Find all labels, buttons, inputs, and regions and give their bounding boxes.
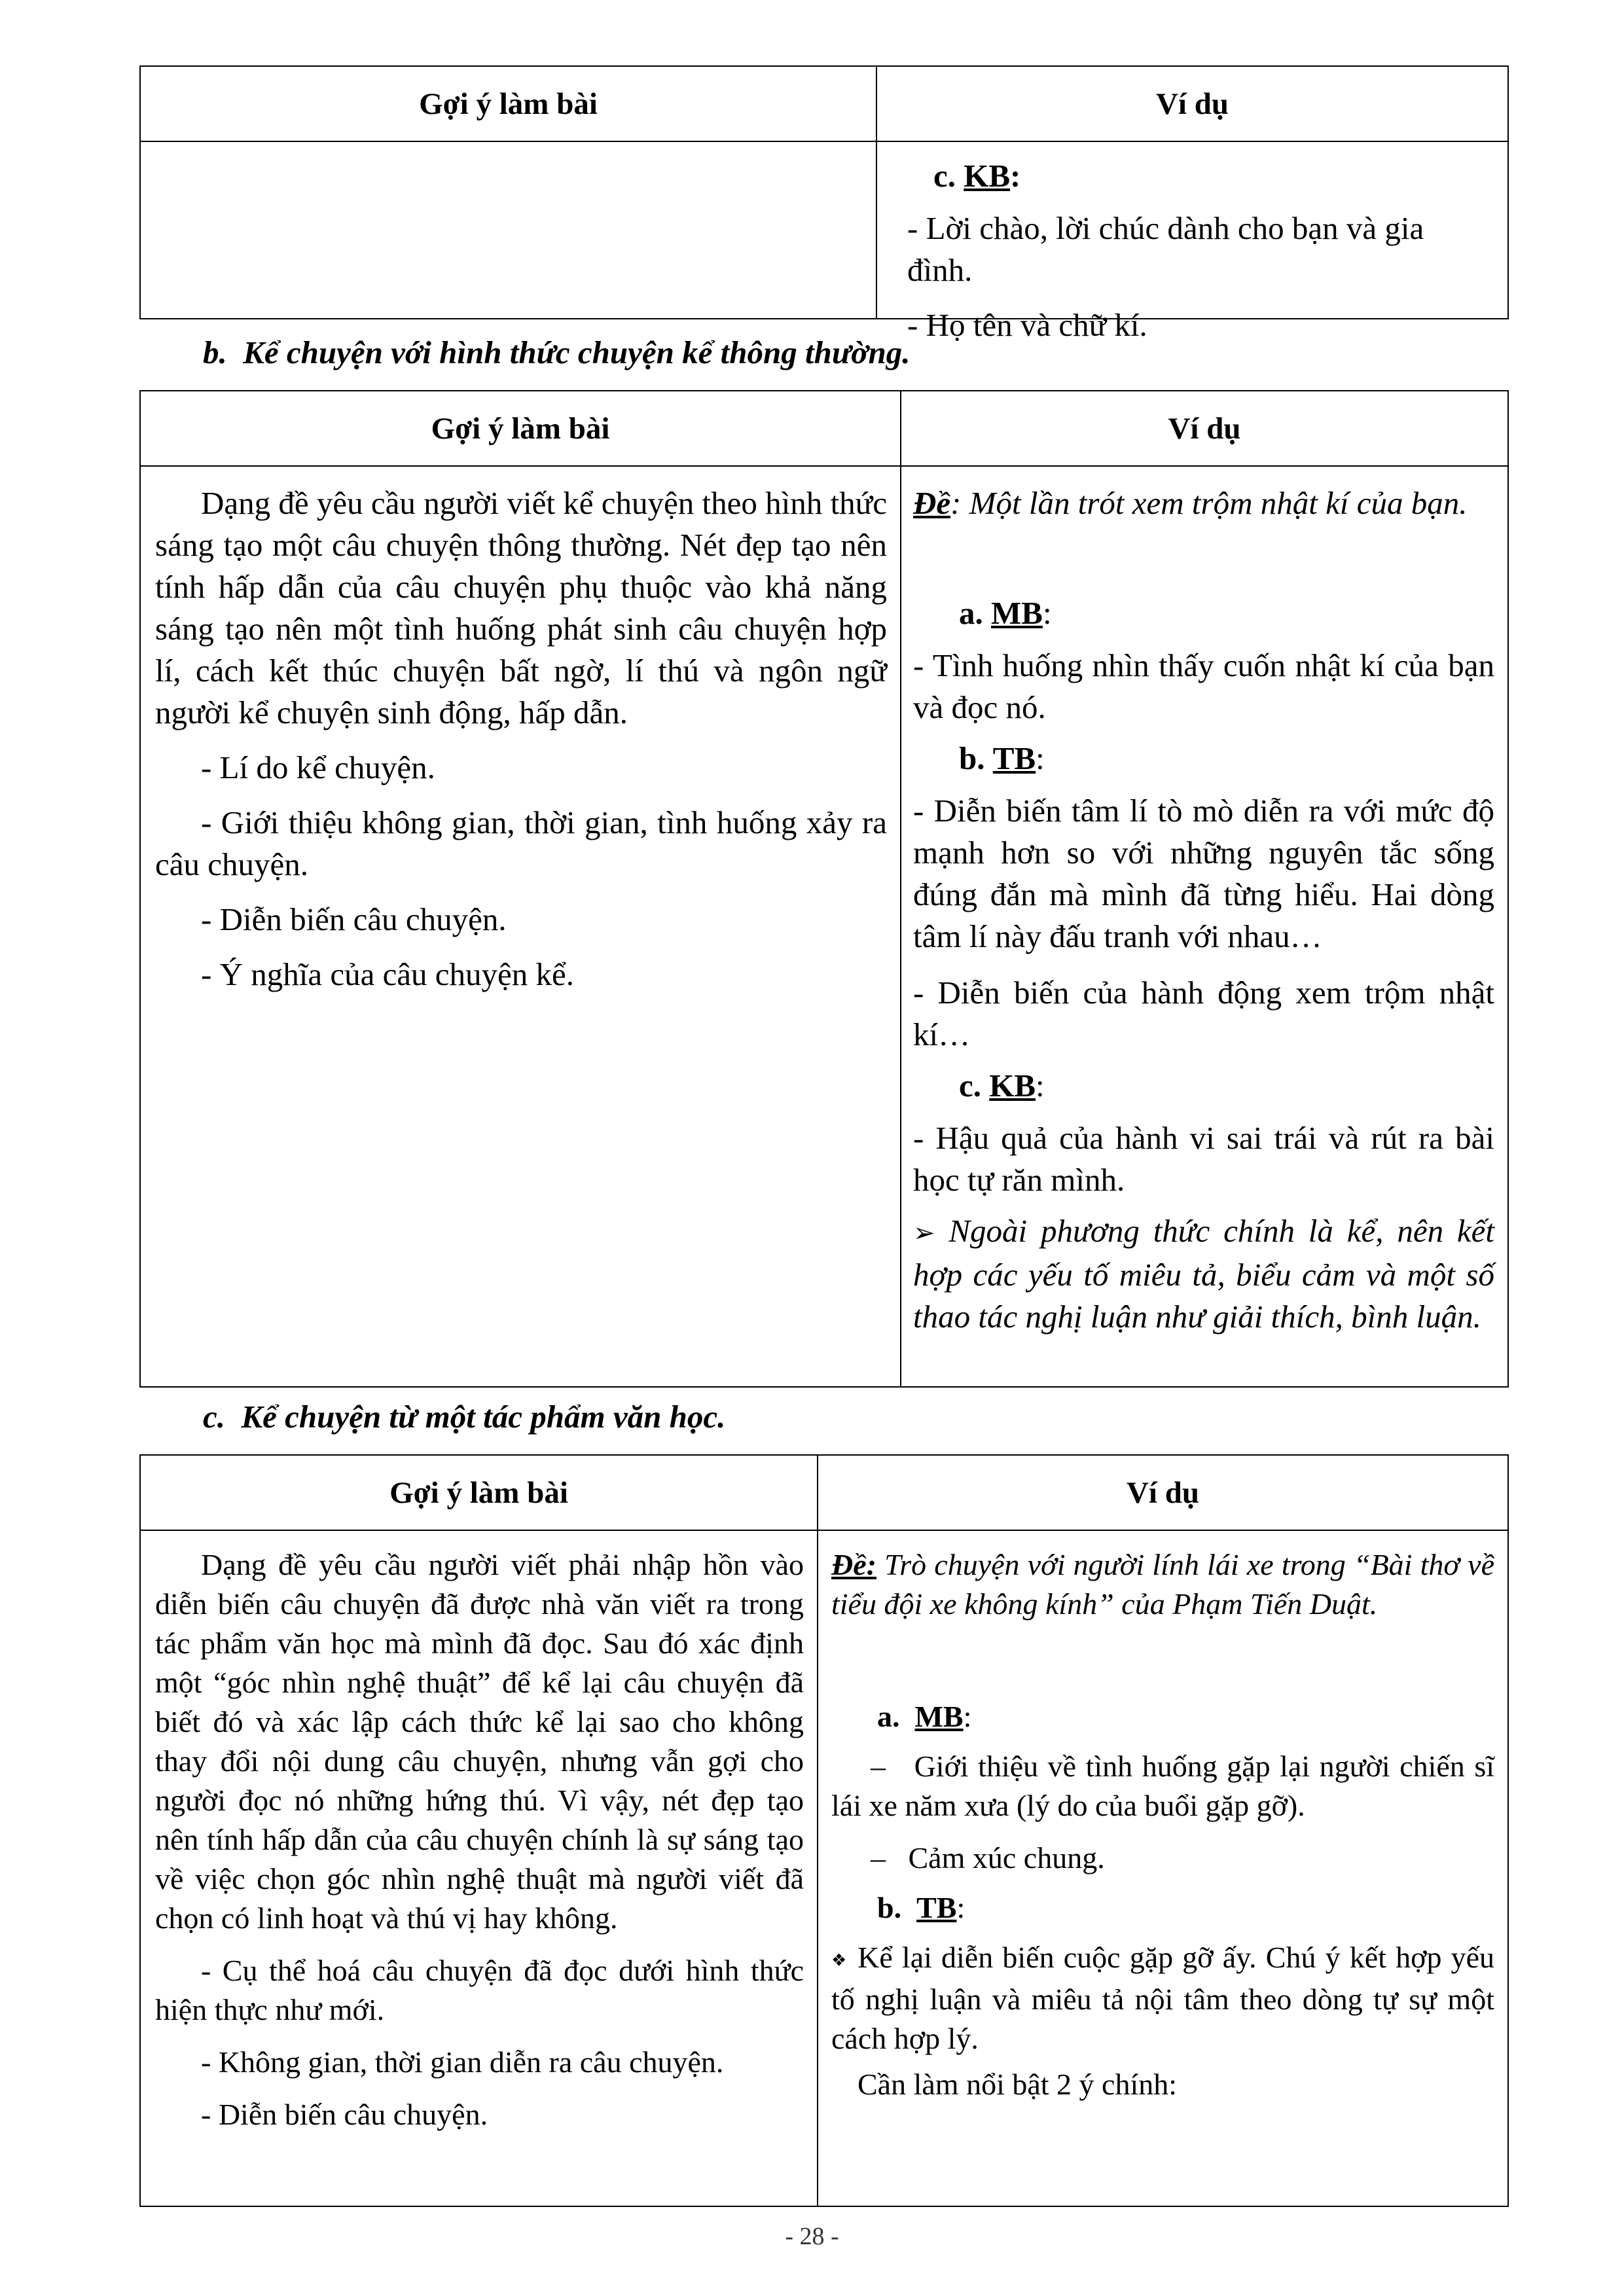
mb-item: - Tình huống nhìn thấy cuốn nhật kí của bạn và đọc nó. <box>913 647 1494 725</box>
guide-item: - Ý nghĩa của câu chuyện kể. <box>201 956 575 992</box>
kb-heading: c. KB: <box>959 1067 1045 1103</box>
kb-prefix: c. <box>933 158 956 194</box>
table-header <box>141 67 1507 142</box>
example-cell: c. KB: - Lời chào, lời chúc dành cho bạn và gia đình. - Họ tên và chữ kí. <box>877 142 1507 319</box>
guide-paragraph: Dạng đề yêu cầu người viết kể chuyện theo hình thức sáng tạo một câu chuyện thông thường. Nét đẹp tạo nên tính hấp dẫn của câu chuyện phụ thuộc vào khả năng sáng tạo nên một tình huống phát sinh câu chuyện hợp lí, cách kết thúc chuyện bất ngờ, lí thú và ngôn ngữ người kể chuyện sinh động, hấp dẫn. <box>155 485 887 730</box>
dash-bullet-icon: – <box>871 1749 886 1783</box>
header-example: Ví dụ <box>1155 86 1229 121</box>
tb-heading: b. TB: <box>959 740 1045 776</box>
kb-item: - Họ tên và chữ kí. <box>907 307 1147 343</box>
mb-item: – Cảm xúc chung. <box>871 1841 1105 1874</box>
header-example: Ví dụ <box>1168 411 1241 446</box>
diamond-bullet-icon: ❖ <box>831 1950 848 1971</box>
guide-item: - Lí do kể chuyện. <box>201 749 435 785</box>
dash-bullet-icon: – <box>871 1841 886 1874</box>
mb-item: – Giới thiệu về tình huống gặp lại người chiến sĩ lái xe năm xưa (lý do của buổi gặp gỡ). <box>831 1749 1495 1822</box>
header-guide: Gợi ý làm bài <box>141 1456 818 1530</box>
example-cell <box>901 467 1507 1387</box>
guide-item: - Diễn biến câu chuyện. <box>201 2098 488 2131</box>
guide-item: - Cụ thể hoá câu chuyện đã đọc dưới hình thức hiện thực như mới. <box>155 1954 804 2026</box>
example-cell <box>818 1531 1507 2206</box>
header-guide: Gợi ý làm bài <box>141 391 901 465</box>
table-2 <box>139 390 1509 1388</box>
tb-item: ❖ Kể lại diễn biến cuộc gặp gỡ ấy. Chú ý kết hợp yếu tố nghị luận và miêu tả nội tâm theo dòng tự sự một cách hợp lý. <box>831 1941 1495 2056</box>
table-header <box>141 1456 1507 1531</box>
kb-item: - Hậu quả của hành vi sai trái và rút ra bài học tự răn mình. <box>913 1120 1494 1198</box>
de-prompt: Đề: Một lần trót xem trộm nhật kí của bạn. <box>913 485 1468 521</box>
kb-item: - Lời chào, lời chúc dành cho bạn và gia đình. <box>907 210 1424 288</box>
tb-note: Cần làm nổi bật 2 ý chính: <box>857 2068 1178 2102</box>
arrow-bullet-icon: ➢ <box>913 1218 935 1248</box>
guide-item: - Không gian, thời gian diễn ra câu chuyện. <box>201 2045 724 2079</box>
kb-label: KB <box>964 158 1011 194</box>
guide-item: - Diễn biến câu chuyện. <box>201 901 507 937</box>
table-3 <box>139 1454 1509 2207</box>
tb-heading: b. TB: <box>877 1891 965 1924</box>
tb-item: - Diễn biến tâm lí tò mò diễn ra với mức độ mạnh hơn so với những nguyên tắc sống đúng đắn mà mình đã từng hiểu. Hai dòng tâm lí này đấu tranh với nhau… <box>913 793 1494 954</box>
header-example: Ví dụ <box>1126 1475 1200 1510</box>
header-guide: Gợi ý làm bài <box>141 67 877 141</box>
section-b-heading: b. Kể chuyện với hình thức chuyện kể thông thường. <box>203 334 911 370</box>
note: ➢ Ngoài phương thức chính là kể, nên kết hợp các yếu tố miêu tả, biểu cảm và một số thao tác nghị luận như giải thích, bình luận. <box>913 1213 1495 1335</box>
table-1 <box>139 65 1509 343</box>
mb-heading: a. MB: <box>959 595 1052 631</box>
table-header <box>141 391 1507 467</box>
guide-item: - Giới thiệu không gian, thời gian, tình huống xảy ra câu chuyện. <box>155 804 887 882</box>
guide-cell <box>141 1531 818 2206</box>
guide-cell <box>141 142 877 319</box>
tb-item: - Diễn biến của hành động xem trộm nhật kí… <box>913 975 1494 1052</box>
de-prompt: Đề: Trò chuyện với người lính lái xe trong “Bài thơ về tiểu đội xe không kính” của Phạm Tiến Duật. <box>831 1548 1494 1621</box>
guide-paragraph: Dạng đề yêu cầu người viết phải nhập hồn vào diễn biến câu chuyện đã được nhà văn viết ra trong tác phẩm văn học mà mình đã đọc. Sau đó xác định một “góc nhìn nghệ thuật” để kể lại câu chuyện đã biết đó và xác lập cách thức kể lại sao cho không thay đổi nội dung câu chuyện, nhưng vẫn gợi cho người đọc nó những hứng thú. Vì vậy, nét đẹp tạo nên tính hấp dẫn của câu chuyện chính là sự sáng tạo về việc chọn góc nhìn nghệ thuật mà người viết đã chọn có linh hoạt và thú vị hay không. <box>155 1548 804 1935</box>
mb-heading: a. MB: <box>877 1700 972 1733</box>
guide-cell <box>141 467 901 1387</box>
section-c-heading: c. Kể chuyện từ một tác phẩm văn học. <box>203 1399 726 1435</box>
page-number: - 28 - <box>785 2223 839 2250</box>
